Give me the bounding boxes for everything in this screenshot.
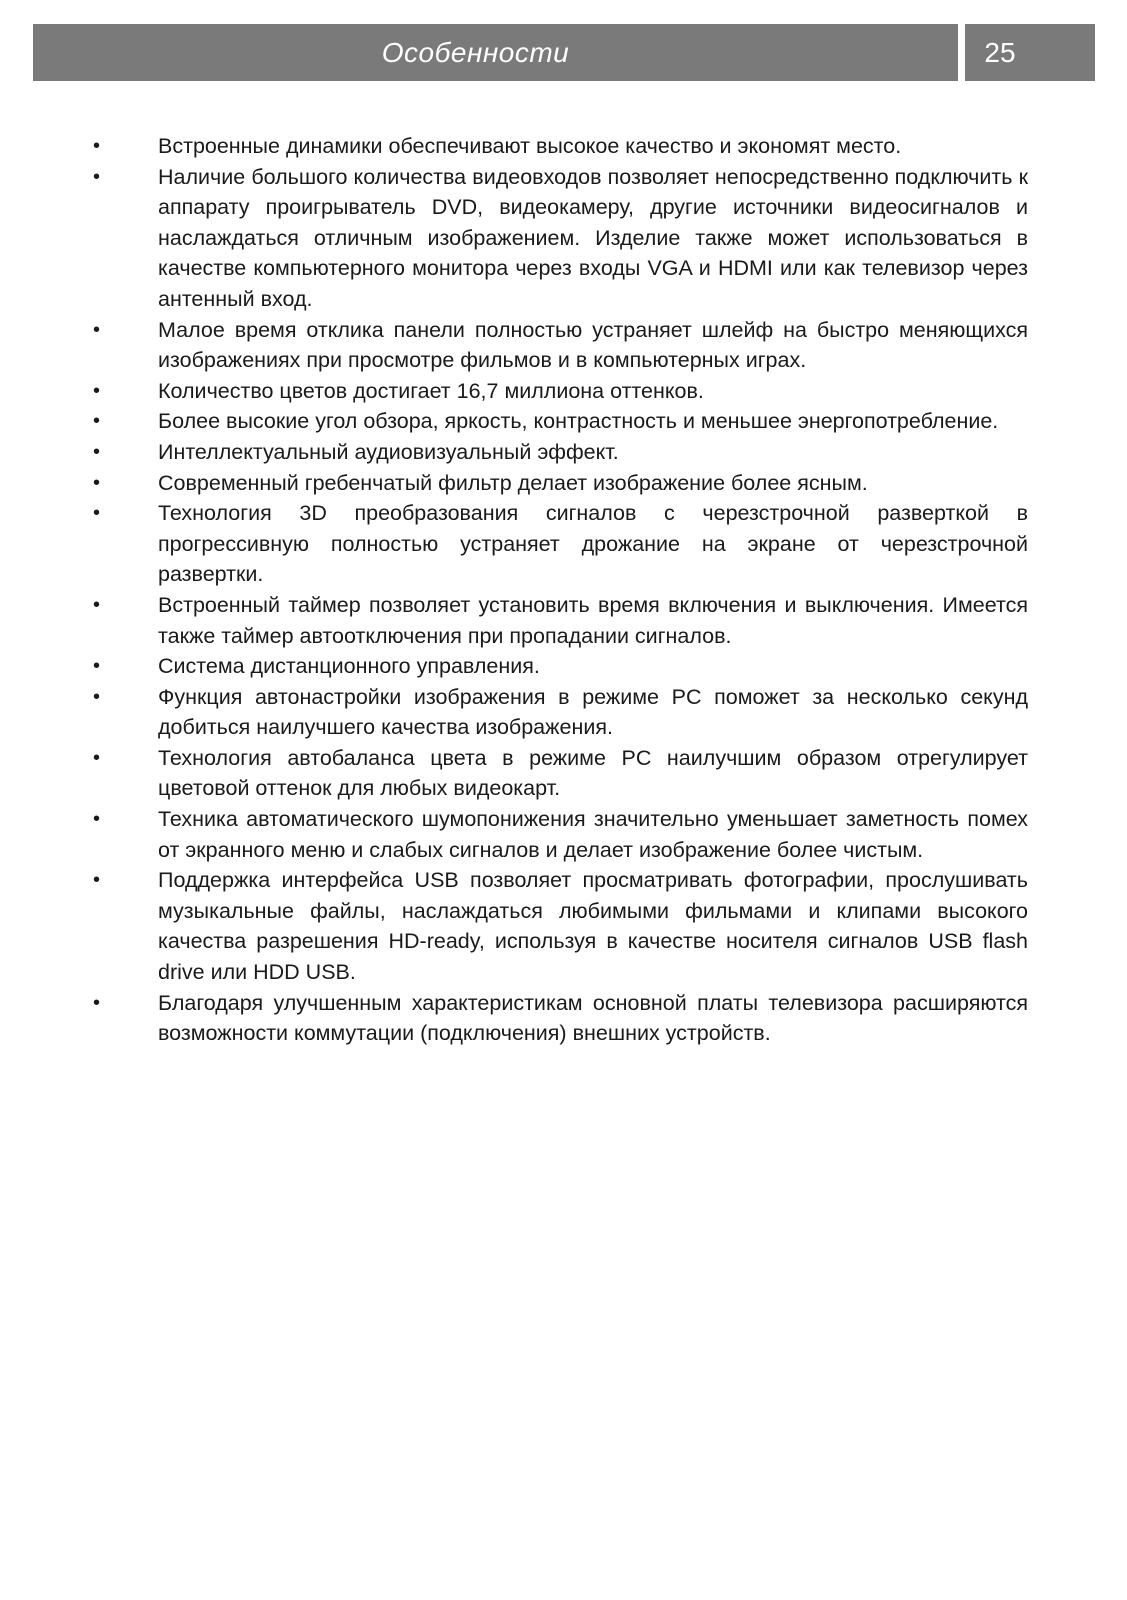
bullet-icon: •: [93, 991, 101, 1014]
feature-item: [93, 743, 1028, 804]
feature-item: [93, 162, 1028, 315]
feature-text: Интеллектуальный аудиовизуальный эффект.: [158, 439, 619, 464]
feature-item: [93, 315, 1028, 376]
bullet-icon: •: [93, 593, 101, 616]
feature-item: [93, 406, 1028, 437]
feature-text: Техника автоматического шумопонижения значительно уменьшает заметность помех от экранного меню и слабых сигналов и делает изображение более чистым.: [158, 807, 1028, 862]
feature-item: [93, 590, 1028, 651]
section-title: Особенности: [381, 36, 570, 68]
feature-item: [93, 988, 1028, 1049]
bullet-icon: •: [93, 655, 101, 678]
bullet-icon: •: [93, 808, 101, 831]
bullet-icon: •: [93, 135, 101, 157]
feature-item: [93, 437, 1028, 468]
bullet-icon: •: [93, 869, 101, 892]
feature-item: [93, 804, 1028, 865]
header-title-box: [33, 24, 958, 81]
feature-text: Встроенные динамики обеспечивают высокое качество и экономят место.: [158, 134, 902, 158]
bullet-icon: •: [93, 165, 101, 188]
feature-text: Система дистанционного управления.: [158, 654, 540, 679]
feature-text: Благодаря улучшенным характеристикам основной платы телевизора расширяются возможности коммутации (подключения) внешних устройств.: [158, 990, 1028, 1046]
feature-item: [93, 468, 1028, 499]
bullet-icon: •: [93, 746, 101, 769]
bullet-icon: •: [93, 471, 101, 494]
feature-item: [93, 682, 1028, 743]
feature-text: Малое время отклика панели полностью устраняет шлейф на быстро меняющихся изображениях при просмотре фильмов и в компьютерных играх.: [158, 317, 1028, 373]
feature-item: [93, 376, 1028, 407]
feature-text: Встроенный таймер позволяет установить время включения и выключения. Имеется также таймер автоотключения при пропадании сигналов.: [158, 592, 1028, 648]
feature-item: [93, 865, 1028, 987]
bullet-icon: •: [93, 379, 101, 402]
feature-text: Поддержка интерфейса USB позволяет просматривать фотографии, прослушивать музыкальные файлы, наслаждаться любимыми фильмами и клипами высокого качества разрешения HD-ready, используя в качестве носителя сигналов USB flash drive или HDD USB.: [158, 868, 1028, 985]
bullet-icon: •: [93, 318, 101, 341]
feature-text: Более высокие угол обзора, яркость, контрастность и меньшее энергопотребление.: [158, 409, 999, 434]
feature-text: Функция автонастройки изображения в режиме PC поможет за несколько секунд добиться наилучшего качества изображения.: [158, 684, 1028, 740]
features-list: [93, 131, 1028, 1049]
page-header: [33, 24, 1095, 81]
feature-item: [93, 131, 1028, 162]
header-page-box: [965, 24, 1095, 81]
feature-item: [93, 498, 1028, 590]
bullet-icon: •: [93, 410, 101, 433]
feature-text: Наличие большого количества видеовходов позволяет непосредственно подключить к аппарату проигрыватель DVD, видеокамеру, другие источники видеосигналов и наслаждаться отличным изображением. Изделие также может использоваться в качестве компьютерного монитора через входы VGA и HDMI или как телевизор через антенный вход.: [158, 164, 1028, 311]
feature-text: Технология автобаланса цвета в режиме PC наилучшим образом отрегулирует цветовой оттенок для любых видеокарт.: [158, 745, 1028, 801]
page-number: 25: [984, 36, 1016, 68]
feature-item: [93, 651, 1028, 682]
feature-text: Технология 3D преобразования сигналов с черезстрочной разверткой в прогрессивную полностью устраняет дрожание на экране от черезстрочной развертки.: [158, 501, 1028, 587]
bullet-icon: •: [93, 685, 101, 708]
bullet-icon: •: [93, 502, 101, 525]
feature-text: Современный гребенчатый фильтр делает изображение более ясным.: [158, 470, 868, 495]
bullet-icon: •: [93, 440, 101, 463]
feature-text: Количество цветов достигает 16,7 миллиона оттенков.: [158, 378, 704, 403]
